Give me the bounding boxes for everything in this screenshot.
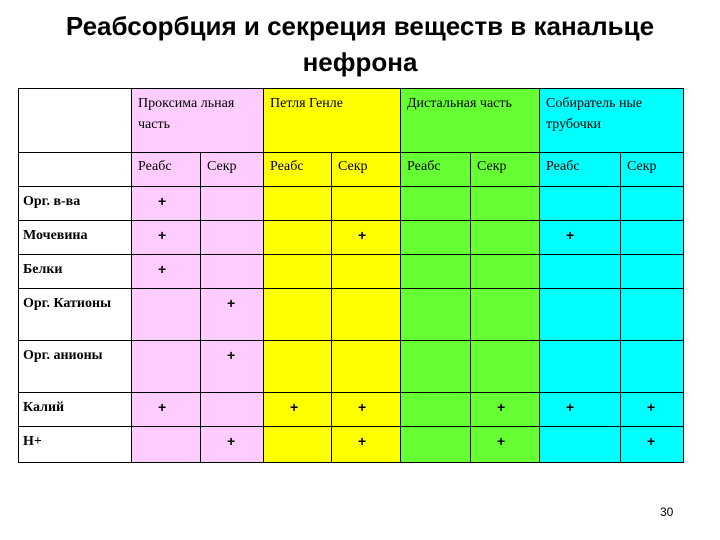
table-cell — [264, 255, 332, 289]
table-cell — [201, 187, 264, 221]
segment-header-row — [19, 89, 684, 153]
subheader-cell: Секр — [621, 153, 684, 187]
table-cell — [332, 255, 401, 289]
table-cell — [264, 289, 332, 341]
table-row — [19, 289, 684, 341]
table-cell — [540, 255, 621, 289]
table-cell — [621, 187, 684, 221]
table-row — [19, 255, 684, 289]
subheader-blank — [19, 153, 132, 187]
subheader-cell: Реабс — [401, 153, 471, 187]
table-cell — [401, 289, 471, 341]
corner-cell — [19, 89, 132, 153]
subheader-cell: Секр — [471, 153, 540, 187]
table-cell — [132, 341, 201, 393]
table-cell — [264, 427, 332, 463]
subheader-cell: Реабс — [132, 153, 201, 187]
row-label: Калий — [19, 393, 132, 427]
header-loop-henle: Петля Генле — [264, 89, 401, 153]
table-cell — [401, 393, 471, 427]
table-cell — [332, 187, 401, 221]
table-cell — [132, 427, 201, 463]
table-cell — [201, 221, 264, 255]
subheader-cell: Реабс — [540, 153, 621, 187]
table-cell — [264, 221, 332, 255]
subheader-cell: Секр — [201, 153, 264, 187]
table-cell: + — [332, 427, 401, 463]
table-cell — [332, 289, 401, 341]
table-row — [19, 427, 684, 463]
subheader-cell: Реабс — [264, 153, 332, 187]
table-cell — [471, 289, 540, 341]
table-cell: + — [201, 427, 264, 463]
table-cell — [621, 289, 684, 341]
table-cell — [201, 255, 264, 289]
table-cell — [401, 187, 471, 221]
row-label: Орг. в-ва — [19, 187, 132, 221]
table-cell — [401, 255, 471, 289]
table-cell — [401, 221, 471, 255]
table-cell — [621, 255, 684, 289]
row-label: Орг. анионы — [19, 341, 132, 393]
table-cell — [540, 427, 621, 463]
table-cell: + — [201, 341, 264, 393]
table-row — [19, 393, 684, 427]
table-row — [19, 341, 684, 393]
table-cell — [201, 393, 264, 427]
reabsorption-secretion-table — [18, 88, 684, 463]
slide-title: Реабсорбция и секреция веществ в канальце нефрона — [65, 11, 655, 77]
table-cell: + — [132, 255, 201, 289]
table-cell: + — [264, 393, 332, 427]
header-proximal: Проксима льная часть — [132, 89, 264, 153]
page-number: 30 — [660, 505, 674, 519]
table-cell: + — [471, 393, 540, 427]
table-cell: + — [540, 393, 621, 427]
table-cell: + — [132, 393, 201, 427]
table-cell: + — [132, 187, 201, 221]
table-cell: + — [201, 289, 264, 341]
table-cell — [471, 341, 540, 393]
table-cell: + — [621, 393, 684, 427]
table-cell — [540, 289, 621, 341]
table-cell: + — [540, 221, 621, 255]
table-cell: + — [132, 221, 201, 255]
table-row — [19, 221, 684, 255]
table-cell — [132, 289, 201, 341]
table-cell: + — [471, 427, 540, 463]
table-cell — [264, 187, 332, 221]
subheader-cell: Секр — [332, 153, 401, 187]
table-cell — [540, 187, 621, 221]
table-cell — [401, 341, 471, 393]
table-cell — [540, 341, 621, 393]
table-cell: + — [332, 393, 401, 427]
table-cell — [471, 187, 540, 221]
table-cell — [621, 341, 684, 393]
table-cell — [621, 221, 684, 255]
table-cell: + — [621, 427, 684, 463]
row-label: Белки — [19, 255, 132, 289]
table-cell — [401, 427, 471, 463]
subheader-row — [19, 153, 684, 187]
table-cell — [471, 255, 540, 289]
header-distal: Дистальная часть — [401, 89, 540, 153]
row-label: Мочевина — [19, 221, 132, 255]
header-collecting-ducts: Собиратель ные трубочки — [540, 89, 684, 153]
row-label: Орг. Катионы — [19, 289, 132, 341]
table-cell: + — [332, 221, 401, 255]
table-cell — [264, 341, 332, 393]
table-row — [19, 187, 684, 221]
table-cell — [471, 221, 540, 255]
table-cell — [332, 341, 401, 393]
row-label: H+ — [19, 427, 132, 463]
